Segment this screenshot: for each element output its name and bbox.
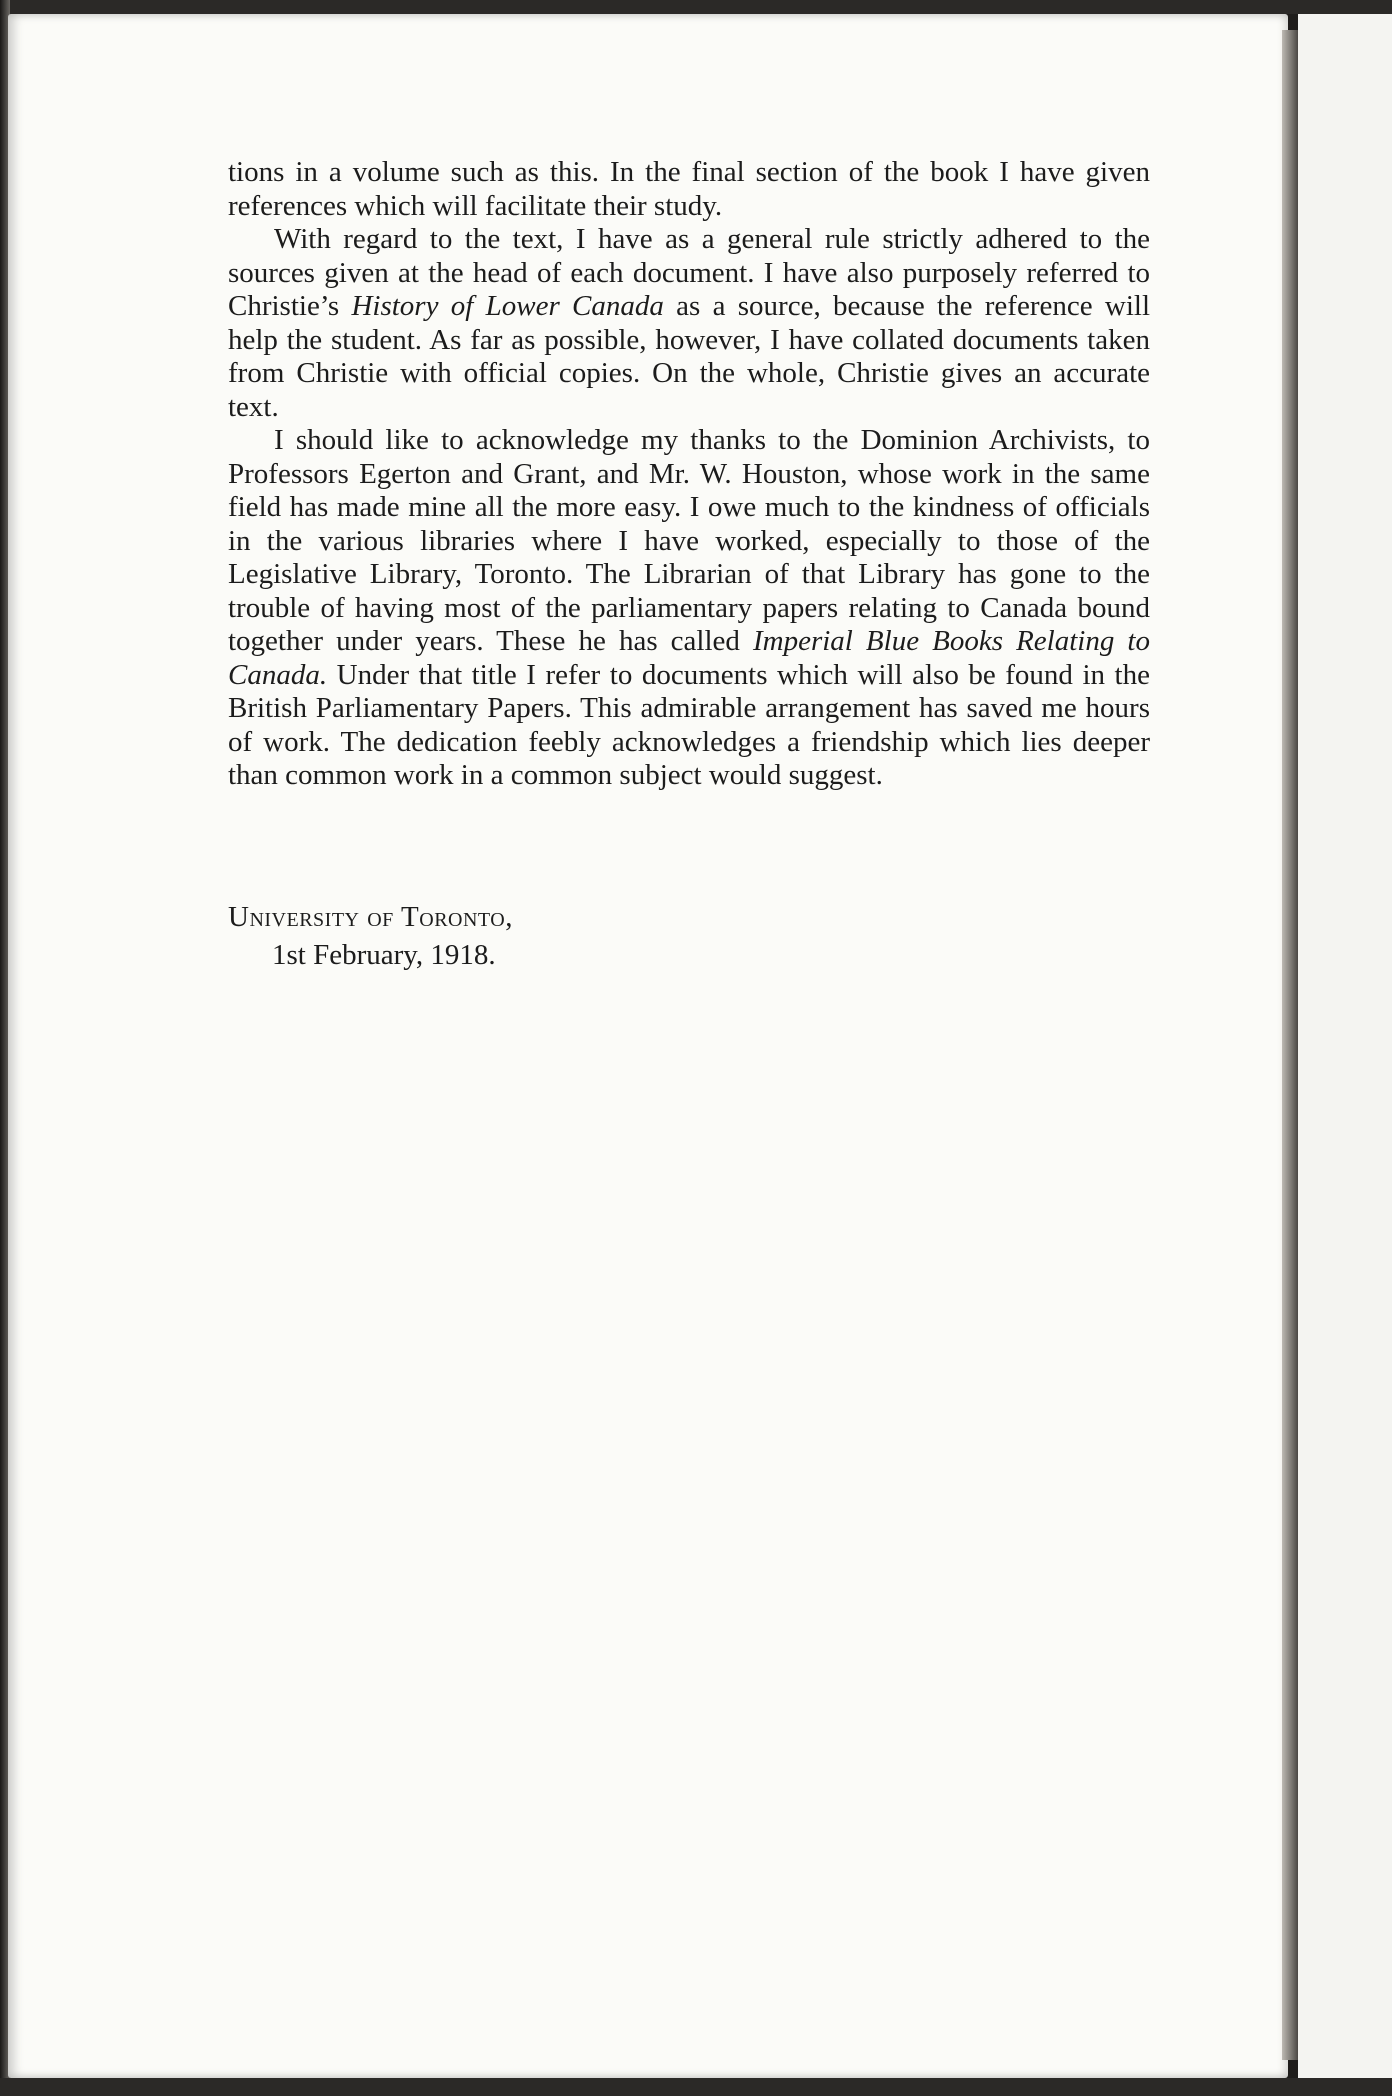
- scan-bottom-border: [0, 2078, 1392, 2096]
- scan-top-border: [0, 0, 1392, 14]
- signature-place: University of Toronto,: [228, 901, 513, 933]
- signature-date: 1st February, 1918.: [272, 939, 496, 971]
- book-title-italic: History of Lower Canada: [351, 290, 664, 322]
- paragraph-text: as a source, because the reference will help the student. As far as possible, however, I have collated documents taken from Christie with official copies. On the whole, Christie gives an accurate text.: [228, 290, 1151, 423]
- paragraph-text: With regard to the text, I have as a general rule strictly adhered to the sources given at the head of each document. I have also purposely referred to Christie’s: [228, 223, 1150, 322]
- preface-text: [228, 156, 1150, 793]
- paragraph-text: tions in a volume such as this. In the final section of the book I have given references which will facilitate their study.: [228, 156, 1150, 222]
- preface-paragraph: [228, 223, 1150, 424]
- preface-paragraph: [228, 156, 1150, 223]
- paragraph-text: Under that title I refer to documents which will also be found in the British Parliamentary Papers. This admirable arrangement has saved me hours of work. The dedication feebly acknowledges a friendship which lies deeper than common work in a common subject would suggest.: [228, 658, 1150, 791]
- book-title-italic: Imperial Blue Books Relating to Canada.: [228, 625, 1150, 691]
- facing-page: [1298, 14, 1392, 2078]
- page-gutter-shadow: [1282, 30, 1298, 2060]
- preface-signature: [228, 898, 513, 974]
- paragraph-text: I should like to acknowledge my thanks to the Dominion Archivists, to Professors Egerton and Grant, and Mr. W. Houston, whose work in the same field has made mine all the more easy. I owe much to the kindness of officials in the various libraries where I have worked, especially to those of the Legislative Library, Toronto. The Librarian of that Library has gone to the trouble of having most of the parliamentary papers relating to Canada bound together under years. These he has called: [228, 424, 1150, 657]
- preface-paragraph: [228, 424, 1150, 793]
